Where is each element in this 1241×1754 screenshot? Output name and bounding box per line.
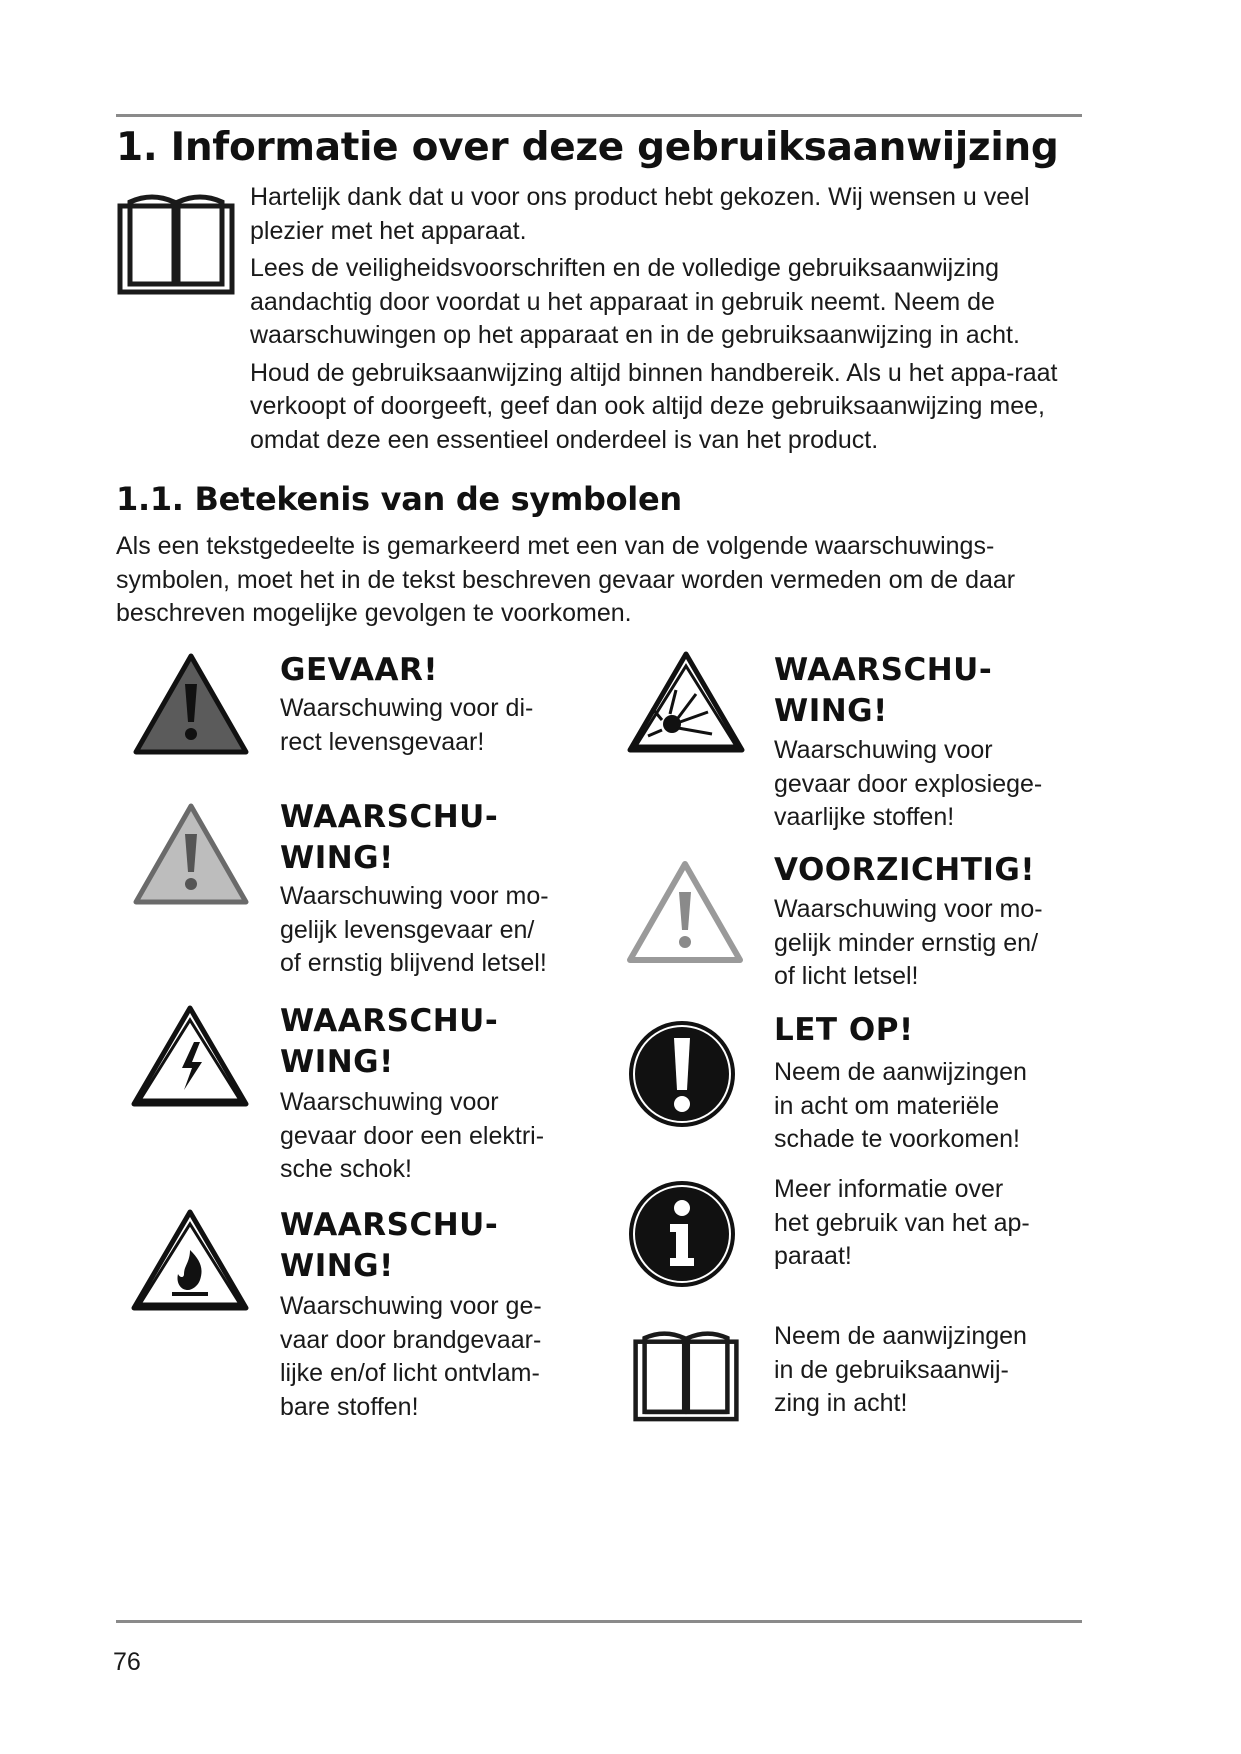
flammable-triangle-icon bbox=[130, 1208, 250, 1312]
exclamation-circle-icon bbox=[626, 1018, 738, 1130]
subsection-title: 1.1. Betekenis van de symbolen bbox=[116, 480, 682, 518]
symbol-text-manual: Neem de aanwijzingen in de gebruiksaanwij- zing in acht! bbox=[774, 1322, 1027, 1417]
intro-paragraph-3: Houd de gebruiksaanwijzing altijd binnen handbereik. Als u het appa-raat verkoopt of doorgeeft, geef dan ook altijd deze gebruiksaanwijzing mee, omdat deze een essentieel onderdeel is van het product. bbox=[250, 358, 1058, 454]
info-circle-icon bbox=[626, 1178, 738, 1290]
manual-book-icon bbox=[632, 1326, 740, 1424]
bottom-rule bbox=[116, 1620, 1082, 1623]
intro-text bbox=[250, 181, 1090, 461]
symbol-heading-warning-1: WAARSCHU- WING! bbox=[280, 799, 499, 876]
symbol-text-warning-3: Waarschuwing voor ge- vaar door brandgevaar- lijke en/of licht ontvlam- bare stoffen! bbox=[280, 1292, 542, 1421]
symbol-text-danger: Waarschuwing voor di- rect levensgevaar! bbox=[280, 694, 534, 756]
page-title: 1. Informatie over deze gebruiksaanwijzing bbox=[116, 125, 1059, 170]
symbol-text-attention: Neem de aanwijzingen in acht om materiële schade te voorkomen! bbox=[774, 1058, 1027, 1153]
symbol-heading-caution: VOORZICHTIG! bbox=[774, 852, 1035, 888]
intro-paragraph-2: Lees de veiligheidsvoorschriften en de volledige gebruiksaanwijzing aandachtig door voordat u het apparaat in gebruik neemt. Neem de waarschuwingen op het apparaat en in de gebruiksaanwijzing in acht. bbox=[250, 254, 1020, 349]
symbol-heading-warning-3: WAARSCHU- WING! bbox=[280, 1207, 499, 1284]
caution-triangle-light-icon bbox=[626, 860, 744, 964]
symbol-heading-warning-2: WAARSCHU- WING! bbox=[280, 1003, 499, 1080]
danger-triangle-dark-icon bbox=[132, 652, 250, 756]
symbol-text-warning-2: Waarschuwing voor gevaar door een elektri- sche schok! bbox=[280, 1088, 545, 1183]
intro-paragraph-1: Hartelijk dank dat u voor ons product hebt gekozen. Wij wensen u veel plezier met het apparaat. bbox=[250, 183, 1030, 245]
top-rule bbox=[116, 114, 1082, 117]
symbol-heading-warning-4: WAARSCHU- WING! bbox=[774, 652, 993, 729]
symbol-text-warning-1: Waarschuwing voor mo- gelijk levensgevaar en/ of ernstig blijvend letsel! bbox=[280, 882, 549, 977]
symbol-text-warning-4: Waarschuwing voor gevaar door explosiege- vaarlijke stoffen! bbox=[774, 736, 1043, 831]
page-number: 76 bbox=[113, 1648, 141, 1676]
warning-triangle-grey-icon bbox=[132, 802, 250, 906]
subsection-intro: Als een tekstgedeelte is gemarkeerd met een van de volgende waarschuwings-symbolen, moet het in de tekst beschreven gevaar worden vermeden om de daar beschreven mogelijke gevolgen te voorkomen. bbox=[116, 532, 1016, 627]
explosive-triangle-icon bbox=[626, 650, 746, 754]
electric-shock-triangle-icon bbox=[130, 1004, 250, 1108]
symbol-heading-danger: GEVAAR! bbox=[280, 652, 439, 688]
symbol-heading-attention: LET OP! bbox=[774, 1012, 914, 1048]
symbol-text-info: Meer informatie over het gebruik van het ap- paraat! bbox=[774, 1175, 1030, 1270]
symbol-text-caution: Waarschuwing voor mo- gelijk minder ernstig en/ of licht letsel! bbox=[774, 895, 1043, 990]
manual-book-icon bbox=[116, 190, 236, 296]
